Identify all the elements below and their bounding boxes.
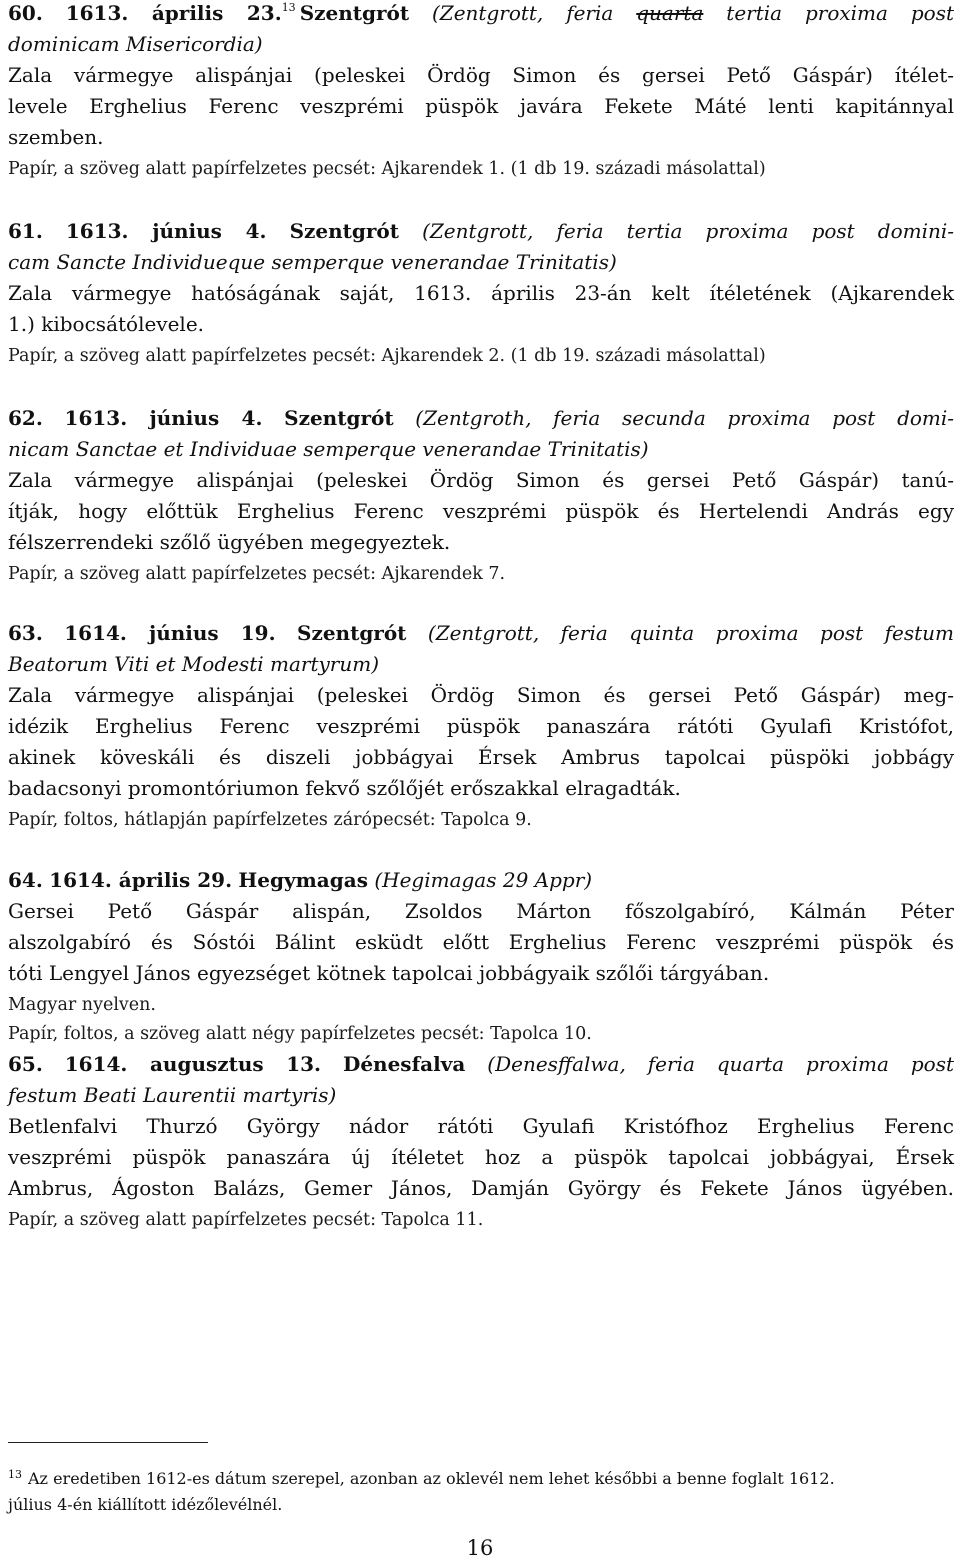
entry-heading xyxy=(8,618,954,649)
entry-62 xyxy=(8,403,954,589)
latin-dating-cont: tertia proxima post xyxy=(726,1,954,25)
entry-number: 63. xyxy=(8,621,43,645)
regest-line: Zala vármegye alispánjai (peleskei Ördög Simon és gersei Pető Gáspár) tanú- xyxy=(8,468,954,492)
physical-description: Papír, foltos, hátlapján papírfelzetes zárópecsét: Tapolca 9. xyxy=(8,810,532,830)
physical-description: Papír, a szöveg alatt papírfelzetes pecsét: Ajkarendek 1. (1 db 19. századi másolattal) xyxy=(8,159,766,179)
regest-line: 1.) kibocsátólevele. xyxy=(8,312,205,336)
latin-dating: (Zentgrott, feria xyxy=(432,1,614,25)
entry-63 xyxy=(8,618,954,835)
latin-dating: (Zentgrott, feria tertia proxima post domini- xyxy=(422,219,955,243)
entry-number: 64. xyxy=(8,868,43,892)
regest-line: badacsonyi promontóriumon fekvő szőlőjét erőszakkal elragadták. xyxy=(8,776,681,800)
physical-description: Papír, a szöveg alatt papírfelzetes pecsét: Ajkarendek 7. xyxy=(8,564,506,584)
footnote-text-line2: július 4-én kiállított idézőlevélnél. xyxy=(8,1495,283,1514)
entry-number: 60. xyxy=(8,1,43,25)
entry-date: 1613. június 4. xyxy=(64,406,263,430)
entry-place: Szentgrót xyxy=(299,1,410,25)
regest-line: félszerrendeki szőlő ügyében megegyeztek. xyxy=(8,530,451,554)
footnote-separator xyxy=(8,1442,208,1443)
regest-line: Gersei Pető Gáspár alispán, Zsoldos Márton főszolgabíró, Kálmán Péter xyxy=(8,899,954,923)
page-number: 16 xyxy=(466,1536,494,1560)
regest-line: veszprémi püspök panaszára új ítéletet hoz a püspök tapolcai jobbágyai, Érsek xyxy=(8,1145,954,1169)
entry-date: 1614. június 19. xyxy=(64,621,276,645)
regest-line: Zala vármegye hatóságának saját, 1613. április 23-án kelt ítéletének (Ajkarendek xyxy=(8,281,954,305)
struck-word: quarta xyxy=(636,1,704,25)
entry-place: Szentgrót xyxy=(284,406,394,430)
language-note: Magyar nyelven. xyxy=(8,995,156,1015)
latin-dating-line2: dominicam Misericordia) xyxy=(8,32,263,56)
entry-64 xyxy=(8,865,954,1049)
entry-heading xyxy=(8,865,954,896)
entry-date: 1614. augusztus 13. xyxy=(64,1052,321,1076)
physical-description: Papír, a szöveg alatt papírfelzetes pecsét: Tapolca 11. xyxy=(8,1210,484,1230)
entry-date: 1613. június 4. xyxy=(65,219,267,243)
latin-dating: (Hegimagas 29 Appr) xyxy=(374,868,593,892)
regest-line: alszolgabíró és Sóstói Bálint esküdt előtt Erghelius Ferenc veszprémi püspök és xyxy=(8,930,954,954)
entry-date: 1613. április 23. xyxy=(65,1,282,25)
entry-60 xyxy=(8,0,954,184)
entry-heading xyxy=(8,1049,954,1080)
regest-line: Betlenfalvi Thurzó György nádor rátóti Gyulafi Kristófhoz Erghelius Ferenc xyxy=(8,1114,954,1138)
entry-heading xyxy=(8,216,954,247)
regest-line: idézik Erghelius Ferenc veszprémi püspök panaszára rátóti Gyulafi Kristófot, xyxy=(8,714,954,738)
entry-number: 62. xyxy=(8,406,43,430)
entry-place: Szentgrót xyxy=(297,621,407,645)
latin-dating-line2: cam Sancte Individueque semperque venerandae Trinitatis) xyxy=(8,250,617,274)
footnote-reference[interactable]: 13 xyxy=(281,1,296,14)
regest-line: ítják, hogy előttük Erghelius Ferenc veszprémi püspök és Hertelendi András egy xyxy=(8,499,954,523)
entry-heading xyxy=(8,403,954,434)
entry-date: 1614. április 29. xyxy=(49,868,233,892)
entry-number: 65. xyxy=(8,1052,43,1076)
latin-dating: (Zentgroth, feria secunda proxima post domi- xyxy=(415,406,955,430)
physical-description: Papír, a szöveg alatt papírfelzetes pecsét: Ajkarendek 2. (1 db 19. századi másolattal) xyxy=(8,346,766,366)
entry-place: Szentgrót xyxy=(289,219,399,243)
regest-line: szemben. xyxy=(8,125,104,149)
regest-line: Zala vármegye alispánjai (peleskei Ördög Simon és gersei Pető Gáspár) meg- xyxy=(8,683,954,707)
latin-dating: (Denesffalwa, feria quarta proxima post xyxy=(487,1052,955,1076)
entry-61 xyxy=(8,216,954,371)
entry-heading xyxy=(8,0,954,29)
latin-dating: (Zentgrott, feria quinta proxima post festum xyxy=(427,621,955,645)
physical-description: Papír, foltos, a szöveg alatt négy papírfelzetes pecsét: Tapolca 10. xyxy=(8,1024,592,1044)
footnote-text-line1: Az eredetiben 1612-es dátum szerepel, azonban az oklevél nem lehet későbbi a benne foglalt 1612. xyxy=(28,1469,835,1488)
entry-65 xyxy=(8,1049,954,1235)
latin-dating-line2: festum Beati Laurentii martyris) xyxy=(8,1083,337,1107)
footnote-mark: 13 xyxy=(8,1468,22,1481)
footnote xyxy=(8,1462,954,1518)
latin-dating-line2: Beatorum Viti et Modesti martyrum) xyxy=(8,652,380,676)
latin-dating-line2: nicam Sanctae et Individuae semperque venerandae Trinitatis) xyxy=(8,437,649,461)
regest-line: tóti Lengyel János egyezséget kötnek tapolcai jobbágyaik szőlői tárgyában. xyxy=(8,961,770,985)
regest-line: levele Erghelius Ferenc veszprémi püspök javára Fekete Máté lenti kapitánnyal xyxy=(8,94,954,118)
regest-line: akinek köveskáli és diszeli jobbágyai Érsek Ambrus tapolcai püspöki jobbágy xyxy=(8,745,954,769)
entry-place: Hegymagas xyxy=(238,868,368,892)
regest-line: Ambrus, Ágoston Balázs, Gemer János, Damján György és Fekete János ügyében. xyxy=(8,1176,954,1200)
entry-number: 61. xyxy=(8,219,43,243)
regest-line: Zala vármegye alispánjai (peleskei Ördög Simon és gersei Pető Gáspár) ítélet- xyxy=(8,63,954,87)
entry-place: Dénesfalva xyxy=(342,1052,466,1076)
